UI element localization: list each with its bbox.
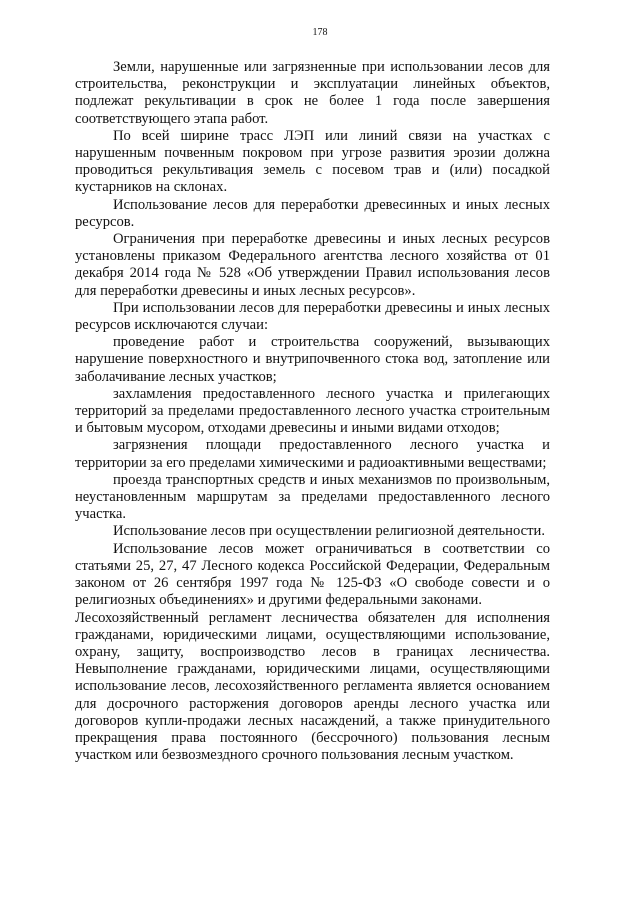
paragraph-heading-wood-processing: Использование лесов для переработки древесинных и иных лесных ресурсов. <box>75 196 550 230</box>
paragraph-power-line-reclamation: По всей ширине трасс ЛЭП или линий связи на участках с нарушенным почвенным покровом при угрозе развития эрозии должна проводиться рекультивация земель с посевом трав и (или) посадкой кустарников на склонах. <box>75 127 550 196</box>
paragraph-excluded-cases: При использовании лесов для переработки древесины и иных лесных ресурсов исключаются случаи: <box>75 299 550 334</box>
paragraph-case-vehicles: проезда транспортных средств и иных механизмов по произвольным, неустановленным маршрутам за пределами предоставленного лесного участка. <box>75 471 550 523</box>
page-number: 178 <box>312 27 328 38</box>
paragraph-religious-restrictions: Использование лесов может ограничиваться в соответствии со статьями 25, 27, 47 Лесного кодекса Российской Федерации, Федеральным законом от 26 сентября 1997 года № 125-ФЗ «О свободе совести и о религиозных объединениях» и другими федеральными законами. <box>75 540 550 609</box>
paragraph-regulation-obligations: Лесохозяйственный регламент лесничества обязателен для исполнения гражданами, юридическими лицами, осуществляющими использование, охрану, защиту, воспроизводство лесов в границах лесничества. Невыполнение гражданами, юридическими лицами, осуществляющими использование лесов, лесохозяйственного регламента является основанием для досрочного расторжения договоров аренды лесного участка или договоров купли-продажи лесных насаждений, а также принудительного прекращения права постоянного (бессрочного) пользования лесным участком или безвозмездного срочного пользования лесным участком. <box>75 609 550 764</box>
paragraph-heading-religious-activity: Использование лесов при осуществлении религиозной деятельности. <box>113 523 545 540</box>
paragraph-case-pollution: загрязнения площади предоставленного лесного участка и территории за его пределами химическими и радиоактивными веществами; <box>75 437 550 471</box>
paragraph-wood-processing-restrictions: Ограничения при переработке древесины и иных лесных ресурсов установлены приказом Федерального агентства лесного хозяйства от 01 декабря 2014 года № 528 «Об утверждении Правил использования лесов для переработки древесины и иных лесных ресурсов». <box>75 231 550 299</box>
paragraph-land-reclamation: Земли, нарушенные или загрязненные при использовании лесов для строительства, реконструкции и эксплуатации линейных объектов, подлежат рекультивации в срок не более 1 года после завершения соответствующего этапа работ. <box>75 59 550 127</box>
document-body <box>75 59 550 764</box>
paragraph-case-construction: проведение работ и строительства сооружений, вызывающих нарушение поверхностного и внутрипочвенного стока вод, затопление или заболачивание лесных участков; <box>75 334 550 385</box>
paragraph-case-littering: захламления предоставленного лесного участка и прилегающих территорий за пределами предоставленного лесного участка строительным и бытовым мусором, отходами древесины и иными видами отходов; <box>75 385 550 437</box>
